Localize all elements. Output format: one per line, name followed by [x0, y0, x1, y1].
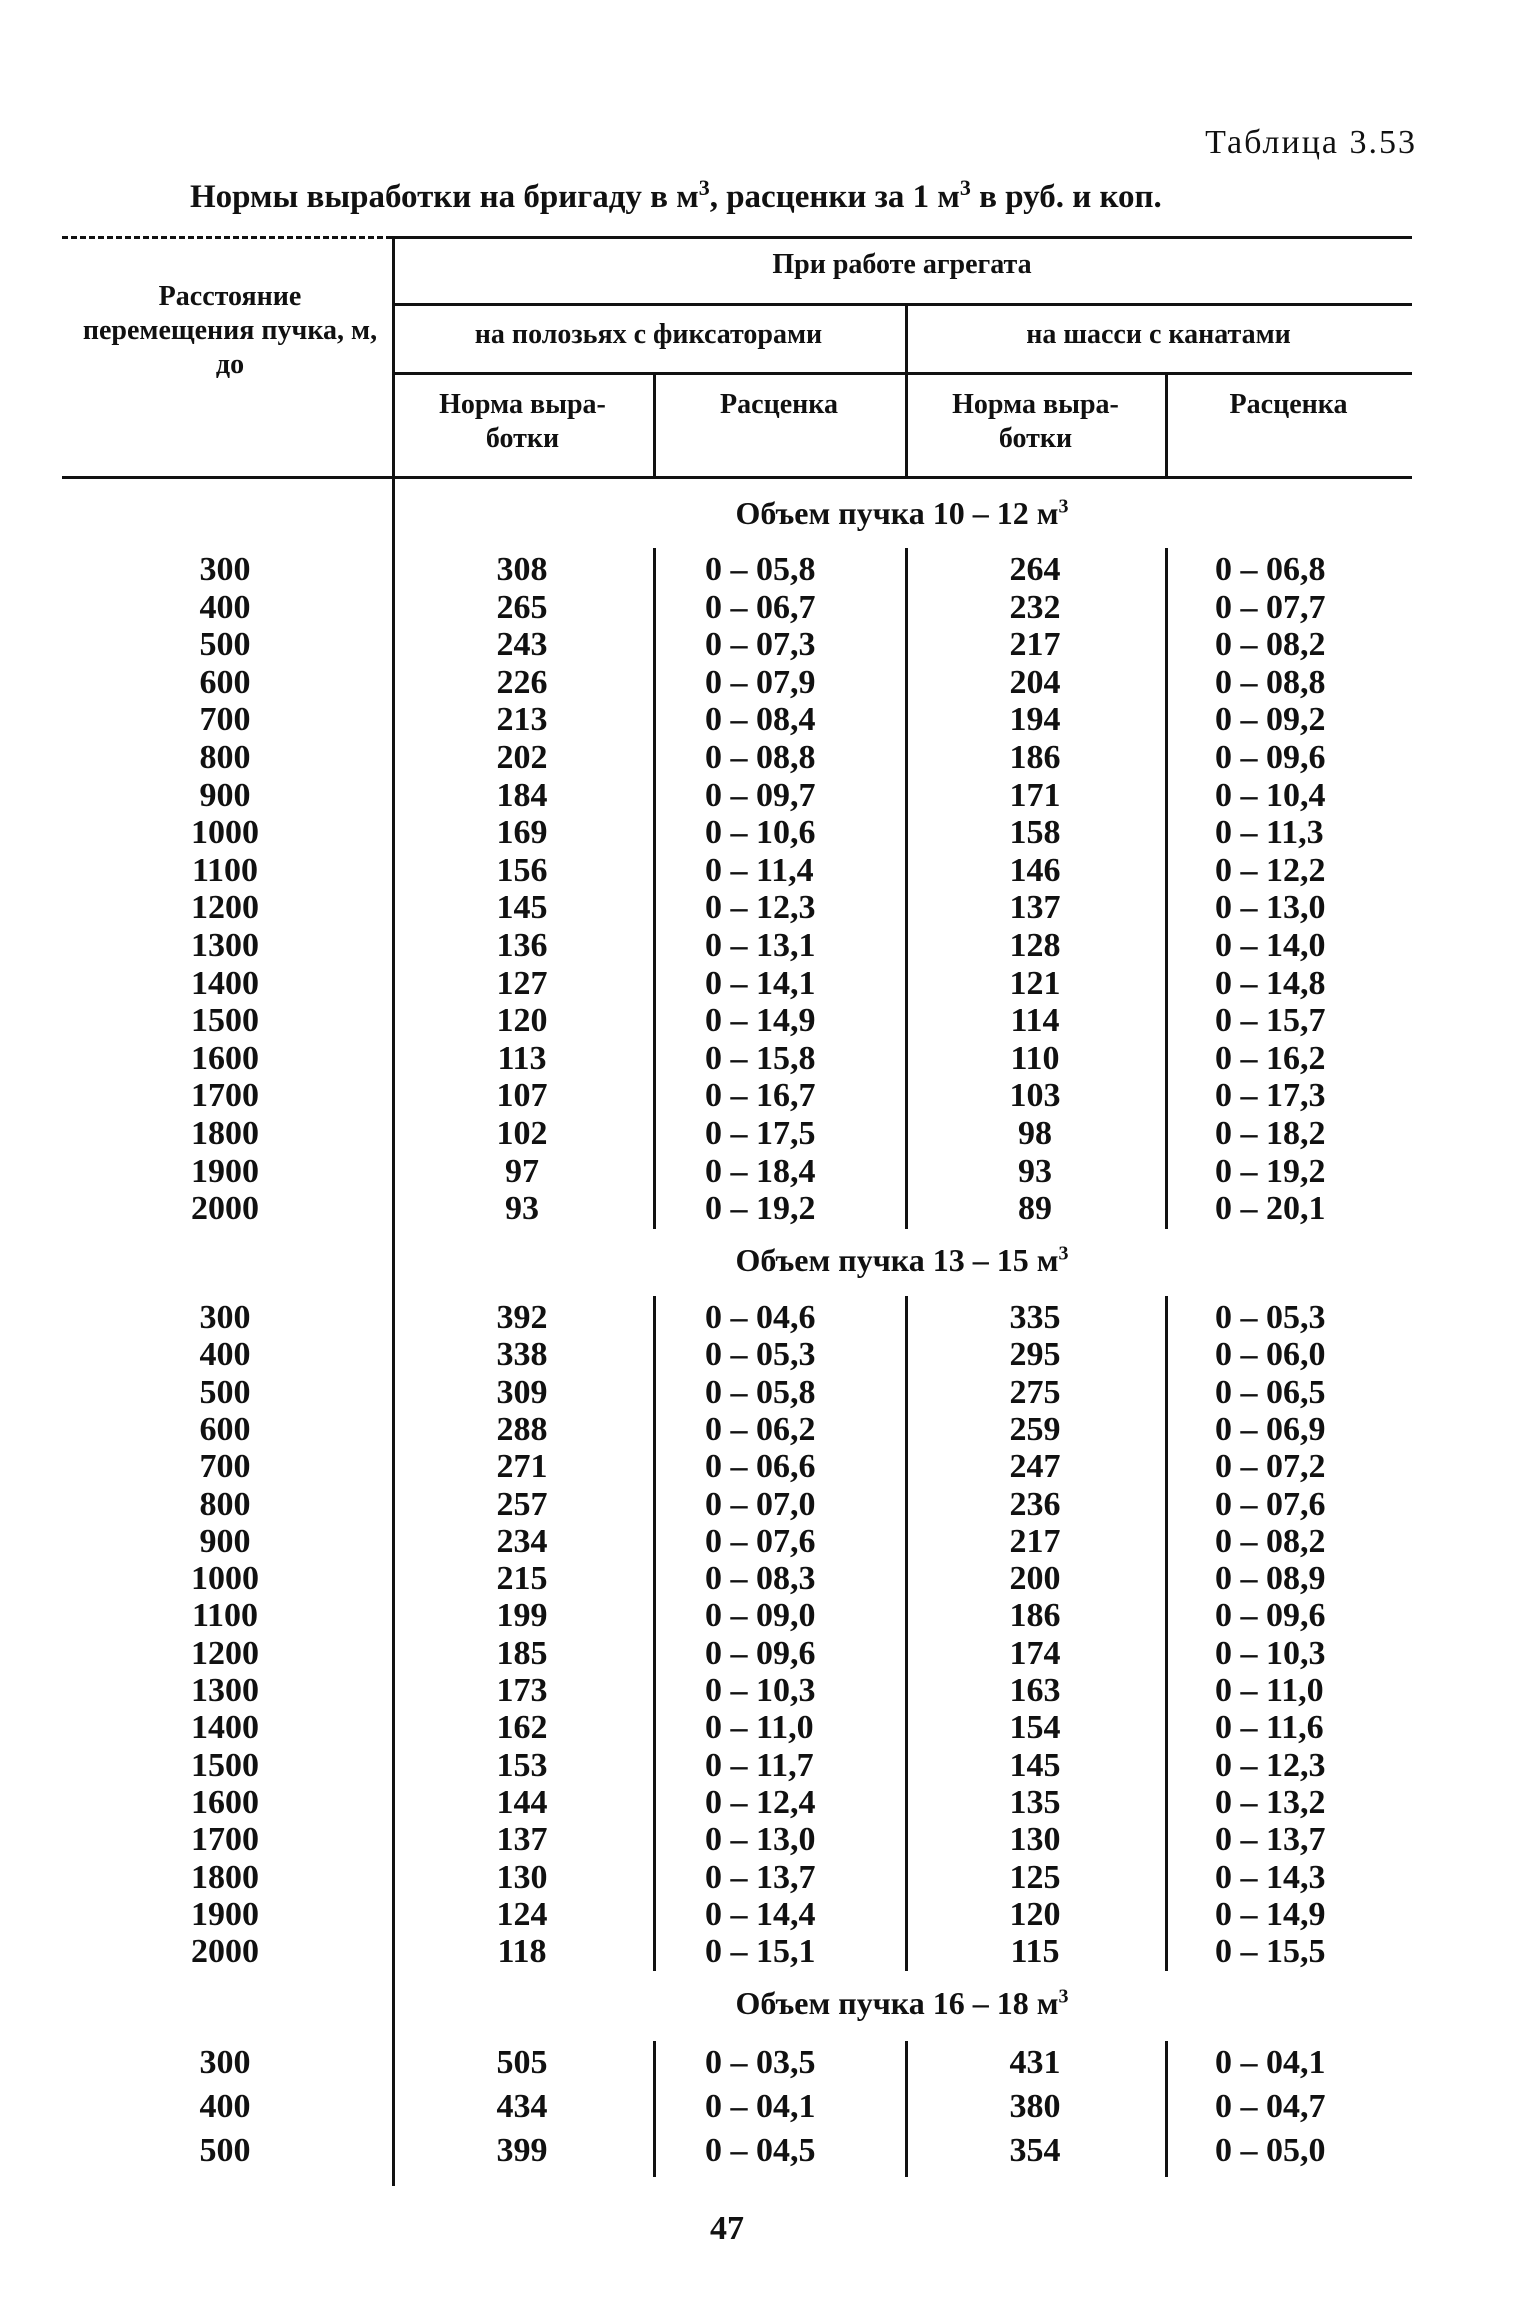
cell-norm-chassis: 380 [1009, 2088, 1061, 2125]
cell-norm-chassis: 120 [1009, 1895, 1061, 1933]
cell-norm-skids: 215 [496, 1560, 548, 1598]
cell-norm-skids: 145 [496, 889, 548, 927]
cell-norm-chassis: 354 [1009, 2132, 1061, 2169]
section-title-sup: 3 [1058, 1985, 1069, 2008]
cell-norm-chassis: 247 [1009, 1448, 1061, 1486]
cell-distance: 600 [199, 663, 251, 701]
cell-rate-skids: 0 – 17,5 [705, 1115, 816, 1152]
cell-rate-chassis: 0 – 15,5 [1215, 1933, 1326, 1971]
caption-sup-1: 3 [698, 175, 710, 200]
header-group-chassis: на шасси с канатами [1026, 319, 1291, 350]
cell-rate-chassis: 0 – 14,3 [1215, 1858, 1326, 1896]
cell-norm-skids: 434 [496, 2088, 548, 2125]
cell-norm-chassis: 158 [1009, 814, 1061, 852]
cell-rate-skids: 0 – 14,4 [705, 1895, 816, 1933]
cell-norm-skids: 184 [496, 776, 548, 814]
table-caption [190, 175, 1390, 216]
top-rule-dashed [62, 236, 392, 239]
cell-rate-skids: 0 – 04,6 [705, 1299, 816, 1336]
cell-norm-skids: 162 [496, 1709, 548, 1747]
cell-rate-chassis: 0 – 20,1 [1215, 1190, 1326, 1228]
cell-norm-skids: 173 [496, 1672, 548, 1709]
cell-rate-skids: 0 – 11,4 [705, 851, 814, 889]
cell-rate-skids: 0 – 19,2 [705, 1190, 816, 1228]
cell-rate-skids: 0 – 11,7 [705, 1746, 814, 1784]
cell-norm-chassis: 264 [1009, 551, 1061, 588]
cell-norm-skids: 202 [496, 739, 548, 776]
cell-rate-chassis: 0 – 08,2 [1215, 626, 1326, 664]
page-number: 47 [710, 2210, 744, 2247]
cell-rate-chassis: 0 – 09,6 [1215, 739, 1326, 776]
cell-rate-skids: 0 – 10,6 [705, 814, 816, 852]
cell-norm-skids: 308 [496, 551, 548, 588]
header-bottom-rule [62, 476, 1412, 479]
cell-rate-skids: 0 – 07,3 [705, 626, 816, 664]
cell-distance: 500 [199, 626, 251, 664]
section-title [392, 495, 1412, 532]
column-divider [653, 548, 656, 1229]
cell-norm-skids: 271 [496, 1448, 548, 1486]
cell-rate-chassis: 0 – 13,7 [1215, 1821, 1326, 1859]
cell-rate-skids: 0 – 05,8 [705, 1373, 816, 1411]
cell-distance: 900 [199, 776, 251, 814]
cell-rate-chassis: 0 – 08,9 [1215, 1560, 1326, 1598]
cell-norm-skids: 113 [497, 1039, 547, 1077]
cell-norm-chassis: 154 [1009, 1709, 1061, 1747]
cell-distance: 1500 [191, 1746, 259, 1784]
cell-norm-skids: 137 [496, 1821, 548, 1859]
cell-norm-skids: 102 [496, 1115, 548, 1152]
cell-rate-chassis: 0 – 04,1 [1215, 2044, 1326, 2081]
cell-rate-skids: 0 – 13,0 [705, 1821, 816, 1859]
section-title-text: Объем пучка 13 – 15 м [735, 1242, 1059, 1278]
caption-part-2: , расценки за 1 м [709, 179, 960, 215]
cell-norm-chassis: 137 [1009, 889, 1061, 927]
cell-norm-skids: 127 [496, 964, 548, 1002]
cell-rate-chassis: 0 – 08,8 [1215, 663, 1326, 701]
cell-rate-chassis: 0 – 14,8 [1215, 964, 1326, 1002]
cell-rate-chassis: 0 – 16,2 [1215, 1039, 1326, 1077]
cell-norm-skids: 124 [496, 1895, 548, 1933]
cell-rate-skids: 0 – 06,6 [705, 1448, 816, 1486]
cell-norm-skids: 130 [496, 1858, 548, 1896]
cell-rate-chassis: 0 – 05,0 [1215, 2132, 1326, 2169]
cell-rate-chassis: 0 – 07,2 [1215, 1448, 1326, 1486]
caption-part-1: Нормы выработки на бригаду в м [190, 179, 699, 215]
cell-norm-chassis: 115 [1010, 1933, 1060, 1971]
cell-rate-skids: 0 – 07,9 [705, 663, 816, 701]
cell-rate-chassis: 0 – 15,7 [1215, 1002, 1326, 1040]
cell-rate-skids: 0 – 09,7 [705, 776, 816, 814]
cell-distance: 2000 [191, 1933, 259, 1971]
cell-rate-chassis: 0 – 13,0 [1215, 889, 1326, 927]
cell-norm-chassis: 135 [1009, 1783, 1061, 1821]
cell-distance: 1800 [191, 1115, 259, 1152]
cell-norm-chassis: 236 [1009, 1485, 1061, 1523]
cell-rate-chassis: 0 – 19,2 [1215, 1152, 1326, 1190]
cell-rate-chassis: 0 – 14,9 [1215, 1895, 1326, 1933]
cell-distance: 1600 [191, 1783, 259, 1821]
cell-distance: 600 [199, 1410, 251, 1448]
cell-rate-chassis: 0 – 06,0 [1215, 1336, 1326, 1374]
cell-rate-skids: 0 – 18,4 [705, 1152, 816, 1190]
cell-distance: 300 [199, 1299, 251, 1336]
cell-norm-chassis: 163 [1009, 1672, 1061, 1709]
cell-norm-skids: 118 [497, 1933, 547, 1971]
cell-distance: 400 [199, 2088, 251, 2125]
column-divider [1165, 2041, 1168, 2177]
cell-norm-skids: 120 [496, 1002, 548, 1040]
cell-rate-chassis: 0 – 06,8 [1215, 551, 1326, 588]
cell-distance: 1300 [191, 927, 259, 964]
cell-norm-chassis: 121 [1009, 964, 1061, 1002]
cell-rate-skids: 0 – 08,3 [705, 1560, 816, 1598]
cell-rate-skids: 0 – 13,7 [705, 1858, 816, 1896]
cell-rate-skids: 0 – 04,5 [705, 2132, 816, 2169]
cell-rate-chassis: 0 – 09,6 [1215, 1597, 1326, 1635]
cell-rate-skids: 0 – 09,6 [705, 1634, 816, 1672]
cell-rate-skids: 0 – 08,8 [705, 739, 816, 776]
cell-norm-chassis: 217 [1009, 626, 1061, 664]
section-title [392, 1242, 1412, 1279]
cell-distance: 1000 [191, 814, 259, 852]
cell-distance: 1000 [191, 1560, 259, 1598]
cell-rate-chassis: 0 – 09,2 [1215, 701, 1326, 739]
cell-rate-chassis: 0 – 06,5 [1215, 1373, 1326, 1411]
cell-norm-chassis: 130 [1009, 1821, 1061, 1859]
cell-norm-skids: 243 [496, 626, 548, 664]
cell-distance: 1700 [191, 1821, 259, 1859]
agg-rule [392, 303, 1412, 306]
cell-distance: 1300 [191, 1672, 259, 1709]
header-norm-1: Норма выра-ботки [439, 389, 606, 454]
column-divider [1165, 1296, 1168, 1971]
cell-rate-skids: 0 – 08,4 [705, 701, 816, 739]
cell-rate-skids: 0 – 14,1 [705, 964, 816, 1002]
cell-rate-chassis: 0 – 07,7 [1215, 588, 1326, 626]
cell-rate-chassis: 0 – 11,0 [1215, 1672, 1324, 1709]
top-rule [392, 236, 1412, 239]
cell-distance: 1200 [191, 1634, 259, 1672]
cell-distance: 1900 [191, 1152, 259, 1190]
header-group-skids: на полозьях с фиксаторами [474, 319, 823, 350]
cell-distance: 900 [199, 1522, 251, 1560]
header-rate-1: Расценка [720, 389, 838, 420]
cell-rate-skids: 0 – 04,1 [705, 2088, 816, 2125]
group-rule [392, 372, 1412, 375]
cell-rate-skids: 0 – 14,9 [705, 1002, 816, 1040]
cell-norm-skids: 144 [496, 1783, 548, 1821]
caption-sup-2: 3 [959, 175, 971, 200]
cell-norm-chassis: 335 [1009, 1299, 1061, 1336]
cell-rate-skids: 0 – 07,0 [705, 1485, 816, 1523]
cell-rate-chassis: 0 – 04,7 [1215, 2088, 1326, 2125]
header-rate-2: Расценка [1229, 389, 1348, 420]
cell-rate-chassis: 0 – 08,2 [1215, 1522, 1326, 1560]
cell-rate-chassis: 0 – 11,6 [1215, 1709, 1324, 1747]
cell-norm-chassis: 98 [1018, 1115, 1052, 1152]
cell-rate-chassis: 0 – 05,3 [1215, 1299, 1326, 1336]
cell-distance: 1100 [191, 851, 259, 889]
cell-norm-skids: 234 [496, 1522, 548, 1560]
cell-norm-skids: 213 [496, 701, 548, 739]
cell-distance: 500 [199, 2132, 251, 2169]
column-divider [653, 1296, 656, 1971]
cell-rate-chassis: 0 – 13,2 [1215, 1783, 1326, 1821]
cell-distance: 2000 [191, 1190, 259, 1228]
cell-norm-chassis: 93 [1018, 1152, 1052, 1190]
cell-rate-skids: 0 – 06,2 [705, 1410, 816, 1448]
cell-norm-chassis: 186 [1009, 1597, 1061, 1635]
cell-distance: 700 [199, 701, 251, 739]
cell-norm-chassis: 186 [1009, 739, 1061, 776]
cell-rate-skids: 0 – 13,1 [705, 927, 816, 964]
cell-distance: 300 [199, 551, 251, 588]
section-title-text: Объем пучка 10 – 12 м [735, 495, 1059, 531]
header-agg: При работе агрегата [772, 249, 1032, 280]
cell-rate-skids: 0 – 10,3 [705, 1672, 816, 1709]
cell-norm-chassis: 194 [1009, 701, 1061, 739]
cell-norm-chassis: 146 [1009, 851, 1061, 889]
section-title-sup: 3 [1058, 495, 1069, 518]
cell-distance: 700 [199, 1448, 251, 1486]
cell-distance: 1400 [191, 1709, 259, 1747]
cell-distance: 800 [199, 1485, 251, 1523]
cell-rate-chassis: 0 – 06,9 [1215, 1410, 1326, 1448]
cell-norm-skids: 392 [496, 1299, 548, 1336]
cell-norm-chassis: 125 [1009, 1858, 1061, 1896]
cell-distance: 800 [199, 739, 251, 776]
cell-norm-chassis: 114 [1010, 1002, 1060, 1040]
cell-rate-skids: 0 – 15,1 [705, 1933, 816, 1971]
cell-norm-chassis: 89 [1018, 1190, 1052, 1228]
cell-norm-chassis: 110 [1010, 1039, 1060, 1077]
cell-distance: 500 [199, 1373, 251, 1411]
cell-norm-skids: 199 [496, 1597, 548, 1635]
cell-rate-skids: 0 – 12,3 [705, 889, 816, 927]
cell-norm-chassis: 275 [1009, 1373, 1061, 1411]
cell-norm-skids: 107 [496, 1077, 548, 1115]
cell-norm-chassis: 217 [1009, 1522, 1061, 1560]
cell-distance: 1800 [191, 1858, 259, 1896]
column-divider [653, 2041, 656, 2177]
cell-rate-skids: 0 – 16,7 [705, 1077, 816, 1115]
cell-norm-skids: 185 [496, 1634, 548, 1672]
cell-distance: 400 [199, 1336, 251, 1374]
cell-rate-chassis: 0 – 11,3 [1215, 814, 1324, 852]
caption-part-3: в руб. и коп. [970, 179, 1162, 215]
header-norm-2: Норма выра-ботки [952, 389, 1119, 454]
column-divider [1165, 548, 1168, 1229]
cell-norm-chassis: 232 [1009, 588, 1061, 626]
cell-norm-skids: 399 [496, 2132, 548, 2169]
cell-rate-chassis: 0 – 18,2 [1215, 1115, 1326, 1152]
cell-norm-skids: 265 [496, 588, 548, 626]
cell-norm-skids: 136 [496, 927, 548, 964]
cell-rate-chassis: 0 – 17,3 [1215, 1077, 1326, 1115]
cell-norm-skids: 288 [496, 1410, 548, 1448]
cell-distance: 300 [199, 2044, 251, 2081]
cell-rate-skids: 0 – 06,7 [705, 588, 816, 626]
cell-norm-skids: 156 [496, 851, 548, 889]
section-title-text: Объем пучка 16 – 18 м [735, 1985, 1059, 2021]
cell-rate-skids: 0 – 11,0 [705, 1709, 814, 1747]
cell-rate-skids: 0 – 15,8 [705, 1039, 816, 1077]
cell-norm-skids: 505 [496, 2044, 548, 2081]
cell-norm-chassis: 295 [1009, 1336, 1061, 1374]
table-number: Таблица 3.53 [1205, 124, 1417, 161]
header-distance: Расстояние перемещения пучка, м, до [82, 281, 378, 380]
cell-norm-skids: 338 [496, 1336, 548, 1374]
cell-rate-skids: 0 – 09,0 [705, 1597, 816, 1635]
cell-rate-chassis: 0 – 10,3 [1215, 1634, 1326, 1672]
cell-distance: 400 [199, 588, 251, 626]
cell-rate-chassis: 0 – 12,3 [1215, 1746, 1326, 1784]
cell-distance: 1700 [191, 1077, 259, 1115]
cell-norm-skids: 153 [496, 1746, 548, 1784]
cell-rate-chassis: 0 – 10,4 [1215, 776, 1326, 814]
cell-norm-chassis: 431 [1009, 2044, 1061, 2081]
cell-norm-chassis: 171 [1009, 776, 1061, 814]
cell-norm-chassis: 200 [1009, 1560, 1061, 1598]
cell-norm-skids: 169 [496, 814, 548, 852]
cell-norm-chassis: 259 [1009, 1410, 1061, 1448]
cell-distance: 1200 [191, 889, 259, 927]
cell-distance: 1100 [191, 1597, 259, 1635]
cell-rate-chassis: 0 – 07,6 [1215, 1485, 1326, 1523]
section-title [392, 1985, 1412, 2022]
cell-norm-skids: 97 [505, 1152, 539, 1190]
cell-norm-chassis: 174 [1009, 1634, 1061, 1672]
cell-norm-chassis: 103 [1009, 1077, 1061, 1115]
cell-norm-skids: 93 [505, 1190, 539, 1228]
cell-distance: 1900 [191, 1895, 259, 1933]
cell-norm-chassis: 204 [1009, 663, 1061, 701]
cell-distance: 1600 [191, 1039, 259, 1077]
cell-distance: 1400 [191, 964, 259, 1002]
cell-rate-chassis: 0 – 14,0 [1215, 927, 1326, 964]
cell-norm-chassis: 128 [1009, 927, 1061, 964]
cell-norm-chassis: 145 [1009, 1746, 1061, 1784]
cell-rate-chassis: 0 – 12,2 [1215, 851, 1326, 889]
cell-distance: 1500 [191, 1002, 259, 1040]
cell-rate-skids: 0 – 12,4 [705, 1783, 816, 1821]
cell-rate-skids: 0 – 05,8 [705, 551, 816, 588]
section-title-sup: 3 [1058, 1242, 1069, 1265]
cell-rate-skids: 0 – 07,6 [705, 1522, 816, 1560]
cell-rate-skids: 0 – 05,3 [705, 1336, 816, 1374]
cell-rate-skids: 0 – 03,5 [705, 2044, 816, 2081]
cell-norm-skids: 257 [496, 1485, 548, 1523]
cell-norm-skids: 226 [496, 663, 548, 701]
cell-norm-skids: 309 [496, 1373, 548, 1411]
